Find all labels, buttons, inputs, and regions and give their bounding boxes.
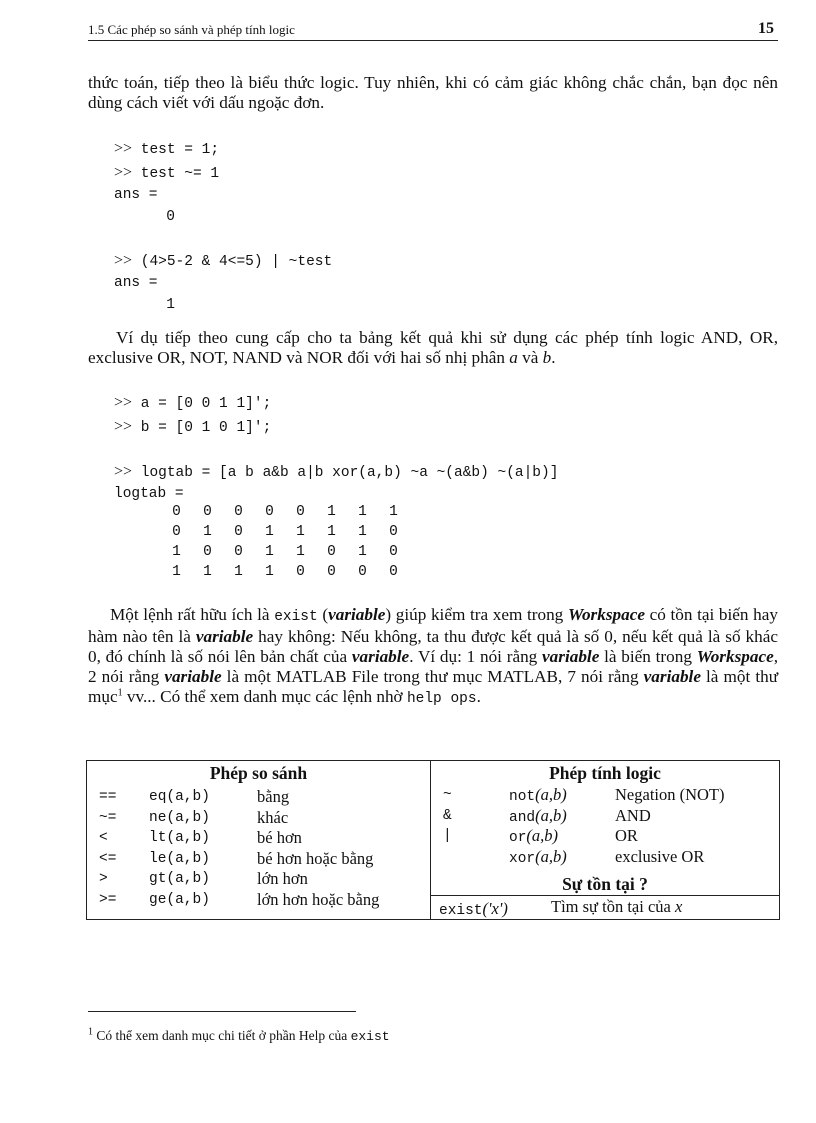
logtab-matrix <box>161 502 409 582</box>
matrix-cell: 1 <box>234 564 243 580</box>
logic-desc: exclusive OR <box>615 846 705 866</box>
section-title: 1.5 Các phép so sánh và phép tính logic <box>88 22 295 37</box>
compare-fn: gt(a,b) <box>149 871 210 887</box>
matrix-cell: 0 <box>265 504 274 520</box>
matrix-cell: 0 <box>358 564 367 580</box>
matrix-cell: 0 <box>389 544 398 560</box>
matrix-cell: 1 <box>327 524 336 540</box>
logic-desc: OR <box>615 826 638 845</box>
compare-fn: le(a,b) <box>149 850 210 867</box>
footnote-rule <box>88 1011 356 1012</box>
matrix-cell: 1 <box>358 544 367 560</box>
footnote-marker: 1 <box>117 687 123 699</box>
code-block-1 <box>114 138 332 316</box>
code-block-2 <box>114 392 558 506</box>
logic-desc: Negation (NOT) <box>615 785 725 804</box>
logic-fn: not(a,b) <box>509 785 567 805</box>
compare-fn: ge(a,b) <box>149 891 210 908</box>
code-line: ans = <box>114 187 158 203</box>
logic-fn: and(a,b) <box>509 805 567 826</box>
footnote: $^1$ Có thể xem danh mục chi tiết ở phần Help của exist <box>88 1026 390 1044</box>
matrix-cell: 0 <box>234 504 243 520</box>
code-line: b = [0 1 0 1]'; <box>132 419 272 436</box>
compare-op: <= <box>99 850 117 867</box>
matrix-cell: 1 <box>203 524 212 540</box>
compare-fn: lt(a,b) <box>149 830 210 846</box>
prompt: >> <box>114 140 133 157</box>
compare-op: == <box>99 789 117 805</box>
exist-desc: Tìm sự tồn tại của x <box>551 897 683 916</box>
matrix-cell: 1 <box>265 524 274 540</box>
matrix-cell: 1 <box>389 504 398 520</box>
prompt: >> <box>114 163 133 181</box>
compare-fn: ne(a,b) <box>149 809 210 826</box>
matrix-cell: 1 <box>358 504 367 520</box>
matrix-cell: 0 <box>296 504 305 520</box>
code-line: 0 <box>114 208 175 225</box>
code-line: 1 <box>114 296 175 313</box>
page-header <box>88 20 778 41</box>
matrix-cell: 0 <box>234 544 243 560</box>
matrix-cell: 0 <box>389 524 398 540</box>
matrix-cell: 0 <box>234 524 243 540</box>
matrix-cell: 1 <box>296 544 305 560</box>
table-divider <box>430 895 779 896</box>
page-number: 15 <box>758 20 774 37</box>
operators-table <box>86 760 780 920</box>
matrix-cell: 0 <box>203 504 212 520</box>
compare-desc: khác <box>257 807 289 827</box>
logic-op: ~ <box>443 787 452 803</box>
code-line: logtab = [a b a&b a|b xor(a,b) ~a ~(a&b) ~(a|b)] <box>132 464 559 481</box>
matrix-row <box>161 542 409 562</box>
matrix-row <box>161 502 409 522</box>
code-line: test = 1; <box>132 142 220 158</box>
code-line: (4>5-2 & 4<=5) | ~test <box>132 253 333 270</box>
compare-op: ~= <box>99 809 117 826</box>
matrix-cell: 1 <box>296 524 305 540</box>
matrix-cell: 1 <box>358 524 367 540</box>
code-line: ans = <box>114 275 158 291</box>
compare-desc: bé hơn <box>257 828 302 847</box>
logic-fn: xor(a,b) <box>509 846 567 867</box>
code-line: a = [0 0 1 1]'; <box>132 396 272 412</box>
code-line: test ~= 1 <box>132 165 220 182</box>
compare-desc: bằng <box>257 787 290 806</box>
matrix-cell: 1 <box>265 564 274 580</box>
compare-desc: lớn hơn hoặc bằng <box>257 889 380 909</box>
logic-title: Phép tính logic <box>549 763 661 783</box>
code-line: logtab = <box>114 486 184 502</box>
intro-paragraph: thức toán, tiếp theo là biểu thức logic. Tuy nhiên, khi có cảm giác không chắc chắn, bạn đọc nên dùng cách viết với dấu ngoặc đơn. <box>88 73 778 112</box>
logic-op: & <box>443 807 452 824</box>
prompt: >> <box>114 417 133 435</box>
logic-fn: or(a,b) <box>509 826 559 846</box>
exist-title: Sự tồn tại ? <box>562 874 648 894</box>
matrix-cell: 1 <box>172 544 181 560</box>
matrix-row <box>161 522 409 542</box>
prompt: >> <box>114 251 133 269</box>
compare-fn: eq(a,b) <box>149 789 210 805</box>
prompt: >> <box>114 462 133 480</box>
exist-paragraph: Một lệnh rất hữu ích là exist (variable) giúp kiểm tra xem trong Workspace có tồn tại biến hay hàm nào tên là variable hay không: Nếu không, ta thu được kết quả là số 0, nếu kết quả là số khác 0, đó chính là số nói lên bản chất của variable. Ví dụ: 1 nói rằng variable là biến trong Workspace, 2 nói rằng variable là một MATLAB File trong thư mục MATLAB, 7 nói rằng variable là một thư mục$^1$ vv... Có thể xem danh mục các lệnh nhờ help ops. <box>88 605 779 707</box>
exist-row: exist('x') <box>439 899 508 919</box>
matrix-cell: 0 <box>172 504 181 520</box>
matrix-cell: 0 <box>327 564 336 580</box>
prompt: >> <box>114 394 133 411</box>
logic-example-paragraph: Ví dụ tiếp theo cung cấp cho ta bảng kết quả khi sử dụng các phép tính logic AND, OR, exclusive OR, NOT, NAND và NOR đối với hai số nhị phân a và b. <box>88 328 778 367</box>
logic-op: | <box>443 828 452 844</box>
compare-op: >= <box>99 891 117 908</box>
matrix-cell: 0 <box>327 544 336 560</box>
matrix-cell: 1 <box>327 504 336 520</box>
compare-op: > <box>99 871 108 887</box>
matrix-cell: 0 <box>172 524 181 540</box>
matrix-cell: 0 <box>296 564 305 580</box>
compare-op: < <box>99 830 108 846</box>
compare-desc: lớn hơn <box>257 869 308 888</box>
matrix-cell: 1 <box>265 544 274 560</box>
logic-desc: AND <box>615 805 651 825</box>
matrix-cell: 1 <box>172 564 181 580</box>
matrix-cell: 0 <box>389 564 398 580</box>
matrix-cell: 1 <box>203 564 212 580</box>
matrix-cell: 0 <box>203 544 212 560</box>
compare-desc: bé hơn hoặc bằng <box>257 848 374 868</box>
matrix-row <box>161 562 409 582</box>
compare-title: Phép so sánh <box>209 763 308 783</box>
